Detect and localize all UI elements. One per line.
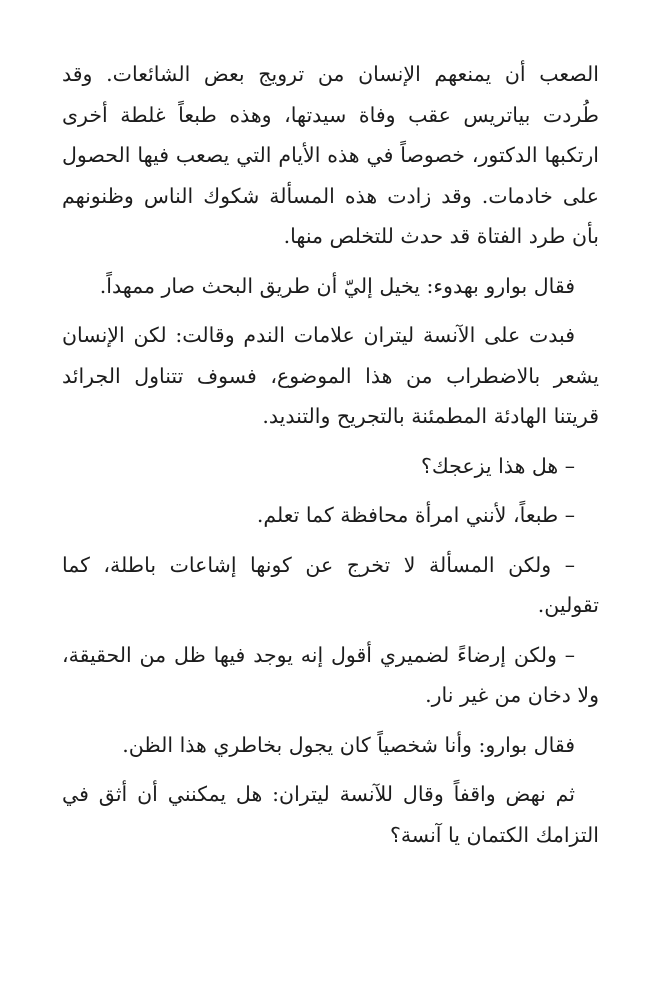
paragraph-continuation: الصعب أن يمنعهم الإنسان من ترويج بعض الشائعات. وقد طُردت بياتريس عقب وفاة سيدتها، وهذه طبعاً غلطة أخرى ارتكبها الدكتور، خصوصاً في هذه الأيام التي يصعب فيها الحصول على خادمات. وقد زادت هذه المسألة شكوك الناس وظنونهم بأن طرد الفتاة قد حدث للتخلص منها. bbox=[62, 62, 599, 248]
paragraph-poirot-calm: فقال بوارو بهدوء: يخيل إليّ أن طريق البحث صار ممهداً. bbox=[99, 273, 575, 298]
dialogue-line-1: – هل هذا يزعجك؟ bbox=[420, 453, 575, 478]
dialogue-line-4: – ولكن إرضاءً لضميري أقول إنه يوجد فيها ظل من الحقيقة، ولا دخان من غير نار. bbox=[62, 642, 599, 707]
paragraph-miss-letran-regret: فبدت على الآنسة ليتران علامات الندم وقالت: لكن الإنسان يشعر بالاضطراب من هذا الموضوع، فسوف تتناول الجرائد قريتنا الهادئة المطمئنة بالتجريح والتنديد. bbox=[62, 323, 599, 428]
paragraph-poirot-stands: ثم نهض واقفاً وقال للآنسة ليتران: هل يمكنني أن أثق في التزامك الكتمان يا آنسة؟ bbox=[62, 782, 599, 847]
dialogue-line-3: – ولكن المسألة لا تخرج عن كونها إشاعات باطلة، كما تقولين. bbox=[62, 552, 599, 617]
paragraph-poirot-suspicion: فقال بوارو: وأنا شخصياً كان يجول بخاطري هذا الظن. bbox=[122, 732, 575, 757]
book-page bbox=[62, 54, 599, 864]
dialogue-line-2: – طبعاً، لأنني امرأة محافظة كما تعلم. bbox=[256, 503, 575, 527]
